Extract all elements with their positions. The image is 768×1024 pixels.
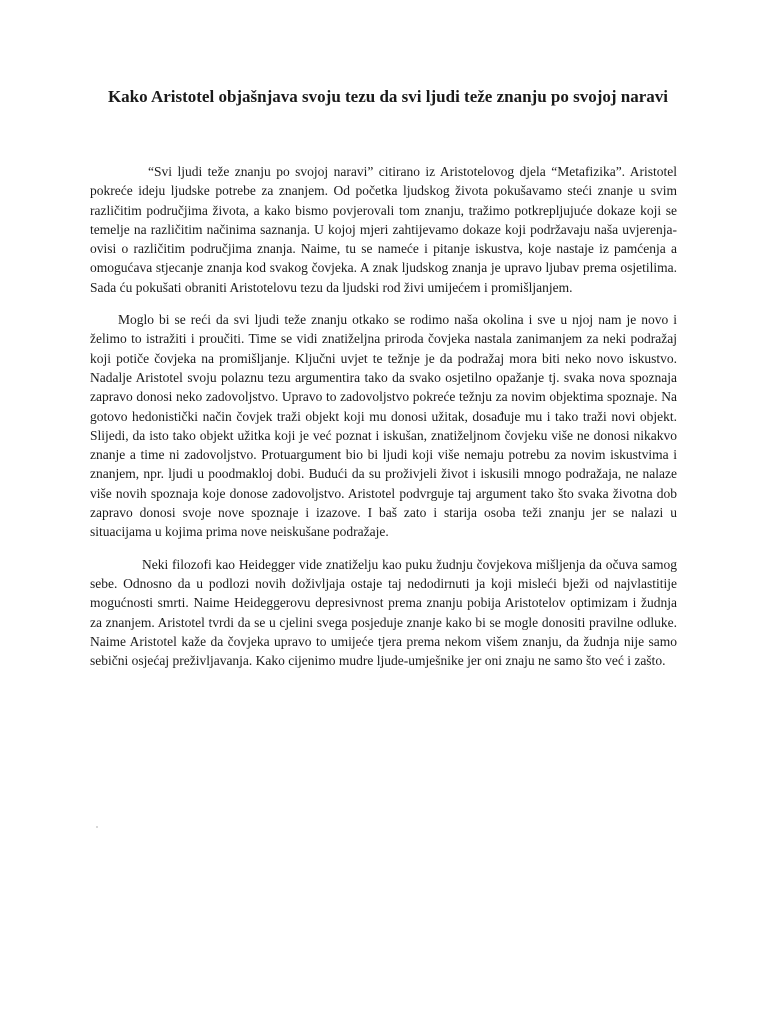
paragraph-2: Moglo bi se reći da svi ljudi teže znanju otkako se rodimo naša okolina i sve u njoj nam je novo i želimo to istražiti i proučiti. Time se vidi znatiželjna priroda čovjeka nastala zanimanjem za neki podražaj koji potiče čovjeka na promišljanje. Ključni uvjet te težnje je da podražaj mora biti neko novo iskustvo. Nadalje Aristotel svoju polaznu tezu argumentira tako da svako osjetilno opažanje tj. svaka nova spoznaja zapravo donosi neko zadovoljstvo. Upravo to zadovoljstvo pokreće težnju za novim objektima spoznaje. Na gotovo hedonistički način čovjek traži objekt koji mu donosi užitak, dosađuje mu i tako traži novi objekt. Slijedi, da isto tako objekt užitka koji je već poznat i iskušan, znatiželjnom čovjeku više ne donosi nikakvo znanje a time ni zadovoljstvo. Protuargument bio bi ljudi koji više nemaju potrebu za novim iskustvima i znanjem, npr. ljudi u poodmakloj dobi. Budući da su proživjeli život i iskusili mnogo podražaja, ne nalaze više novih spoznaja koje donose zadovoljstvo. Aristotel podvrguje taj argument tako što svaka životna dob zapravo donosi svoje nove spoznaje i izazove. I baš zato i starija osoba teži znanju jer se nalazi u situacijama u kojima prima nove neiskušane podražaje.: [90, 312, 677, 540]
scan-speck: [96, 826, 98, 828]
document-body: [90, 162, 677, 683]
paragraph-3: Neki filozofi kao Heidegger vide znatiželju kao puku žudnju čovjekova mišljenja da očuva samog sebe. Odnosno da u podlozi novih doživljaja ostaje taj nedodirnuti ja koji misleći bježi od najvlastitije mogućnosti smrti. Naime Heideggerovu depresivnost prema znanju pobija Aristotelov optimizam i žudnja za znanjem. Aristotel tvrdi da se u cjelini svega posjeduje znanje kako bi se mogle donositi pravilne odluke. Naime Aristotel kaže da čovjeka upravo to umijeće tjera prema nekom višem znanju, da žudnja nije samo sebični osjećaj preživljavanja. Kako cijenimo mudre ljude-umješnike jer oni znaju ne samo što već i zašto.: [90, 556, 677, 669]
document-title: Kako Aristotel objašnjava svoju tezu da svi ljudi teže znanju po svojoj naravi: [107, 87, 669, 106]
paragraph-1: “Svi ljudi teže znanju po svojoj naravi” citirano iz Aristotelovog djela “Metafizika”. Aristotel pokreće ideju ljudske potrebe za znanjem. Od početka ljudskog života pokušavamo steći znanje u svim različitim područjima života, a kako bismo povjerovali tom znanju, tražimo potkrepljujuće dokaze koji se temelje na različitim načinima saznanja. U kojoj mjeri zahtijevamo dokaze koji podržavaju naša uvjerenja-ovisi o različitim područjima znanja. Naime, tu se nameće i pitanje iskustva, koje nastaje iz pamćenja a omogućava stjecanje znanja kod svakog čovjeka. A znak ljudskog znanja je upravo ljubav prema osjetilima. Sada ću pokušati obraniti Aristotelovu tezu da ljudski rod živi umijećem i promišljanjem.: [90, 164, 677, 295]
